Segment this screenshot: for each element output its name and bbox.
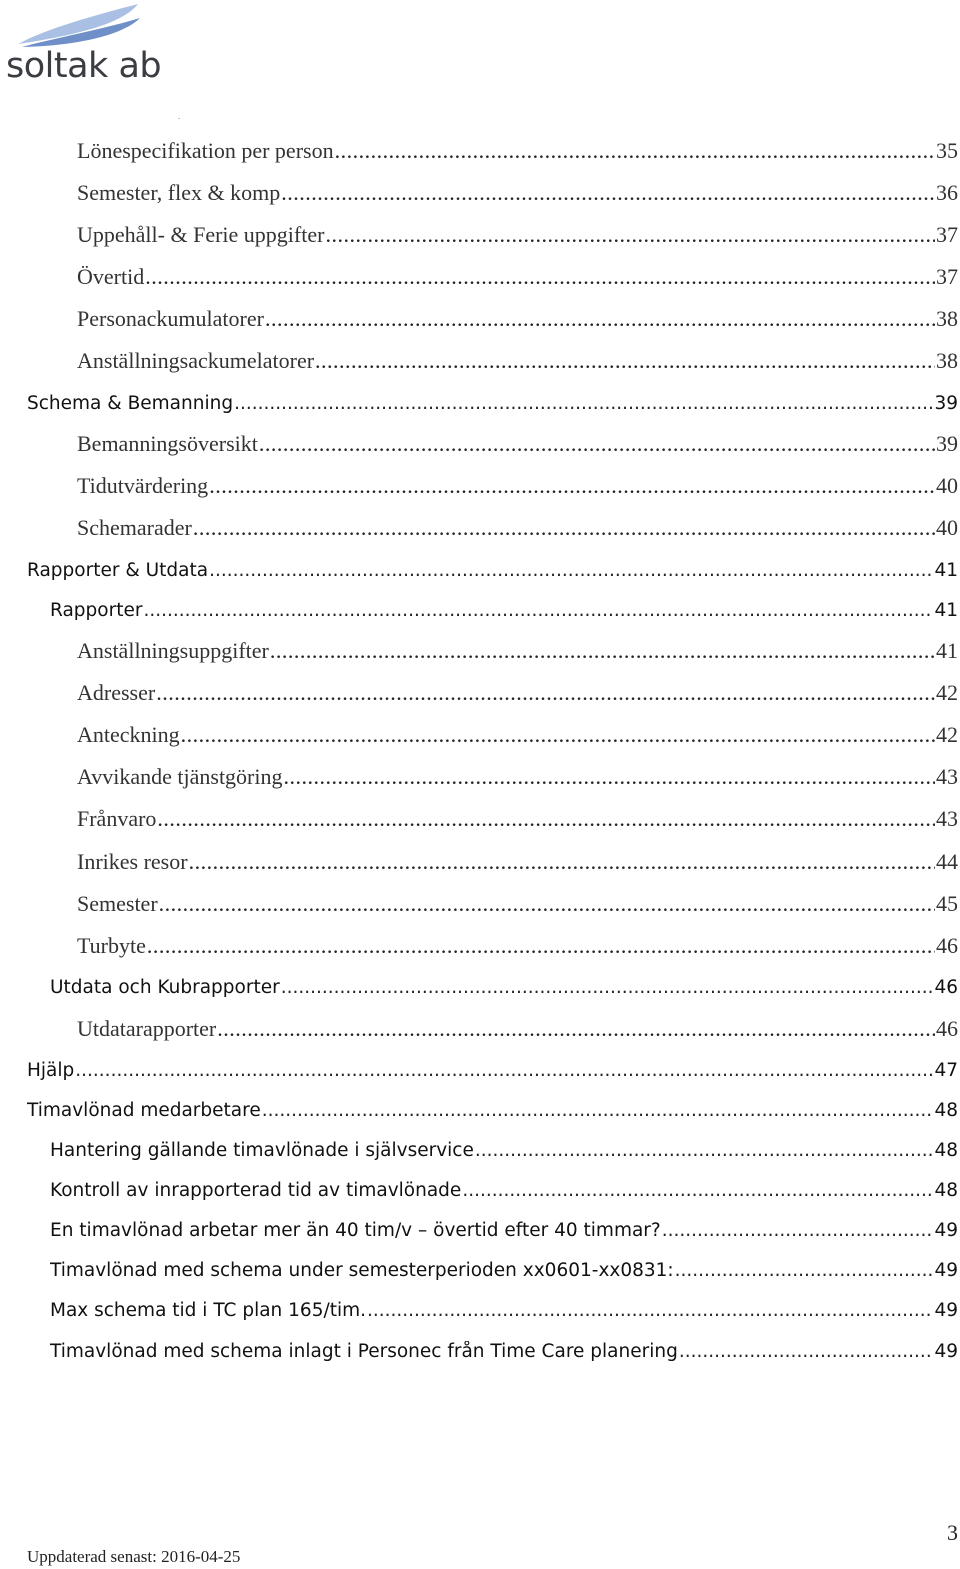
toc-entry[interactable]: [50, 1260, 958, 1286]
toc-entry[interactable]: [77, 722, 958, 752]
toc-entry-title: Hantering gällande timavlönade i självservice: [50, 1140, 474, 1161]
toc-entry-title: Timavlönad medarbetare: [27, 1100, 261, 1121]
toc-leader-dots: [259, 431, 935, 457]
toc-entry-page: 44: [936, 849, 958, 874]
toc-leader-dots: [156, 680, 935, 706]
toc-entry[interactable]: [77, 1016, 958, 1046]
toc-leader-dots: [209, 473, 935, 499]
toc-entry[interactable]: [77, 849, 958, 879]
toc-entry[interactable]: [77, 222, 958, 252]
footer-updated: Uppdaterad senast: 2016-04-25: [27, 1547, 241, 1566]
toc-entry[interactable]: [50, 1220, 958, 1246]
toc-entry-page: 35: [936, 138, 958, 163]
toc-entry[interactable]: [50, 1300, 958, 1326]
toc-entry-page: 46: [934, 977, 958, 998]
toc-entry[interactable]: [50, 1341, 958, 1367]
toc-entry[interactable]: [27, 560, 958, 586]
toc-entry[interactable]: [77, 431, 958, 461]
toc-entry-title: Schemarader: [77, 515, 192, 540]
toc-leader-dots: [75, 1060, 933, 1081]
toc-entry-page: 45: [936, 891, 958, 916]
logo-text: soltak ab: [6, 46, 162, 86]
toc-leader-dots: [209, 560, 933, 581]
toc-entry-title: Semester: [77, 891, 158, 916]
toc-entry-page: 48: [934, 1100, 958, 1121]
toc-entry-page: 41: [936, 638, 958, 663]
toc-entry[interactable]: [77, 180, 958, 210]
toc-entry[interactable]: [77, 933, 958, 963]
toc-entry-title: Anställningsackumelatorer: [77, 348, 315, 373]
toc-entry-page: 41: [934, 560, 958, 581]
toc-entry-page: 38: [936, 348, 958, 373]
toc-entry-page: 40: [936, 515, 958, 540]
toc-entry-title: Övertid: [77, 264, 145, 289]
toc-entry-title: Timavlönad med schema under semesterperioden xx0601-xx0831:: [50, 1260, 674, 1281]
toc-entry-page: 41: [934, 600, 958, 621]
toc-entry[interactable]: [27, 1100, 958, 1126]
toc-entry-page: 37: [936, 264, 958, 289]
company-logo: [4, 0, 174, 92]
toc-entry-title: Rapporter & Utdata: [27, 560, 209, 581]
toc-entry-page: 49: [934, 1260, 958, 1281]
toc-entry-page: 48: [934, 1180, 958, 1201]
toc-leader-dots: [281, 977, 934, 998]
page-number: 3: [947, 1520, 958, 1545]
toc-leader-dots: [181, 722, 935, 748]
toc-entry[interactable]: [27, 1060, 958, 1086]
toc-leader-dots: [325, 222, 935, 248]
toc-entry[interactable]: [77, 264, 958, 294]
toc-entry-title: Schema & Bemanning: [27, 393, 234, 414]
toc-entry-page: 48: [934, 1140, 958, 1161]
toc-leader-dots: [462, 1180, 933, 1201]
toc-leader-dots: [145, 264, 935, 290]
toc-entry-page: 36: [936, 180, 958, 205]
toc-entry-title: Turbyte: [77, 933, 146, 958]
toc-leader-dots: [675, 1260, 934, 1281]
toc-entry-title: Frånvaro: [77, 806, 157, 831]
toc-leader-dots: [143, 600, 933, 621]
toc-entry[interactable]: [50, 1180, 958, 1206]
toc-entry-page: 42: [936, 722, 958, 747]
toc-leader-dots: [367, 1300, 933, 1321]
toc-leader-dots: [262, 1100, 934, 1121]
toc-entry-title: Timavlönad med schema inlagt i Personec från Time Care planering: [50, 1341, 678, 1362]
toc-entry-title: Utdatarapporter: [77, 1016, 217, 1041]
toc-leader-dots: [679, 1341, 934, 1362]
toc-entry[interactable]: [77, 764, 958, 794]
toc-entry[interactable]: [77, 638, 958, 668]
toc-leader-dots: [189, 849, 935, 875]
toc-entry-page: 43: [936, 764, 958, 789]
toc-entry-page: 39: [934, 393, 958, 414]
toc-entry-page: 42: [936, 680, 958, 705]
toc-leader-dots: [147, 933, 935, 959]
toc-entry-page: 47: [934, 1060, 958, 1081]
toc-entry-title: En timavlönad arbetar mer än 40 tim/v – övertid efter 40 timmar?: [50, 1220, 661, 1241]
toc-entry-page: 46: [936, 1016, 958, 1041]
toc-leader-dots: [270, 638, 935, 664]
toc-entry[interactable]: [77, 473, 958, 503]
toc-leader-dots: [284, 764, 936, 790]
toc-leader-dots: [159, 891, 935, 917]
toc-entry[interactable]: [77, 806, 958, 836]
toc-leader-dots: [234, 393, 933, 414]
toc-entry-page: 38: [936, 306, 958, 331]
toc-leader-dots: [157, 806, 935, 832]
toc-leader-dots: [315, 348, 935, 374]
toc-entry[interactable]: [77, 348, 958, 378]
toc-entry[interactable]: [77, 891, 958, 921]
stray-dot: .: [178, 112, 181, 121]
toc-entry-title: Bemanningsöversikt: [77, 431, 258, 456]
toc-entry-page: 49: [934, 1341, 958, 1362]
toc-entry[interactable]: [50, 977, 958, 1003]
toc-leader-dots: [193, 515, 935, 541]
toc-entry-page: 43: [936, 806, 958, 831]
toc-leader-dots: [281, 180, 935, 206]
toc-entry-title: Kontroll av inrapporterad tid av timavlönade: [50, 1180, 462, 1201]
toc-entry-title: Semester, flex & komp: [77, 180, 281, 205]
toc-entry-title: Tidutvärdering: [77, 473, 209, 498]
toc-entry-title: Anteckning: [77, 722, 180, 747]
toc-entry-page: 39: [936, 431, 958, 456]
toc-entry[interactable]: [77, 515, 958, 545]
toc-entry-page: 46: [936, 933, 958, 958]
toc-entry-title: Personackumulatorer: [77, 306, 264, 331]
toc-entry-title: Utdata och Kubrapporter: [50, 977, 280, 998]
toc-entry[interactable]: [77, 306, 958, 336]
toc-leader-dots: [265, 306, 935, 332]
toc-entry-title: Uppehåll- & Ferie uppgifter: [77, 222, 325, 247]
toc-entry-page: 40: [936, 473, 958, 498]
toc-entry-title: Avvikande tjänstgöring: [77, 764, 283, 789]
toc-entry-title: Max schema tid i TC plan 165/tim.: [50, 1300, 366, 1321]
toc-entry[interactable]: [50, 1140, 958, 1166]
toc-leader-dots: [335, 138, 935, 164]
toc-entry-page: 49: [934, 1300, 958, 1321]
toc-leader-dots: [475, 1140, 934, 1161]
toc-entry-title: Lönespecifikation per person: [77, 138, 334, 163]
toc-entry[interactable]: [77, 680, 958, 710]
toc-entry-title: Inrikes resor: [77, 849, 188, 874]
toc-entry-title: Adresser: [77, 680, 156, 705]
toc-leader-dots: [662, 1220, 934, 1241]
toc-entry-page: 49: [934, 1220, 958, 1241]
toc-entry-title: Anställningsuppgifter: [77, 638, 269, 663]
toc-entry-title: Rapporter: [50, 600, 143, 621]
toc-entry-page: 37: [936, 222, 958, 247]
toc-entry-title: Hjälp: [27, 1060, 75, 1081]
toc-entry[interactable]: [77, 138, 958, 168]
toc-entry[interactable]: [50, 600, 958, 626]
toc-entry[interactable]: [27, 393, 958, 419]
toc-leader-dots: [217, 1016, 935, 1042]
